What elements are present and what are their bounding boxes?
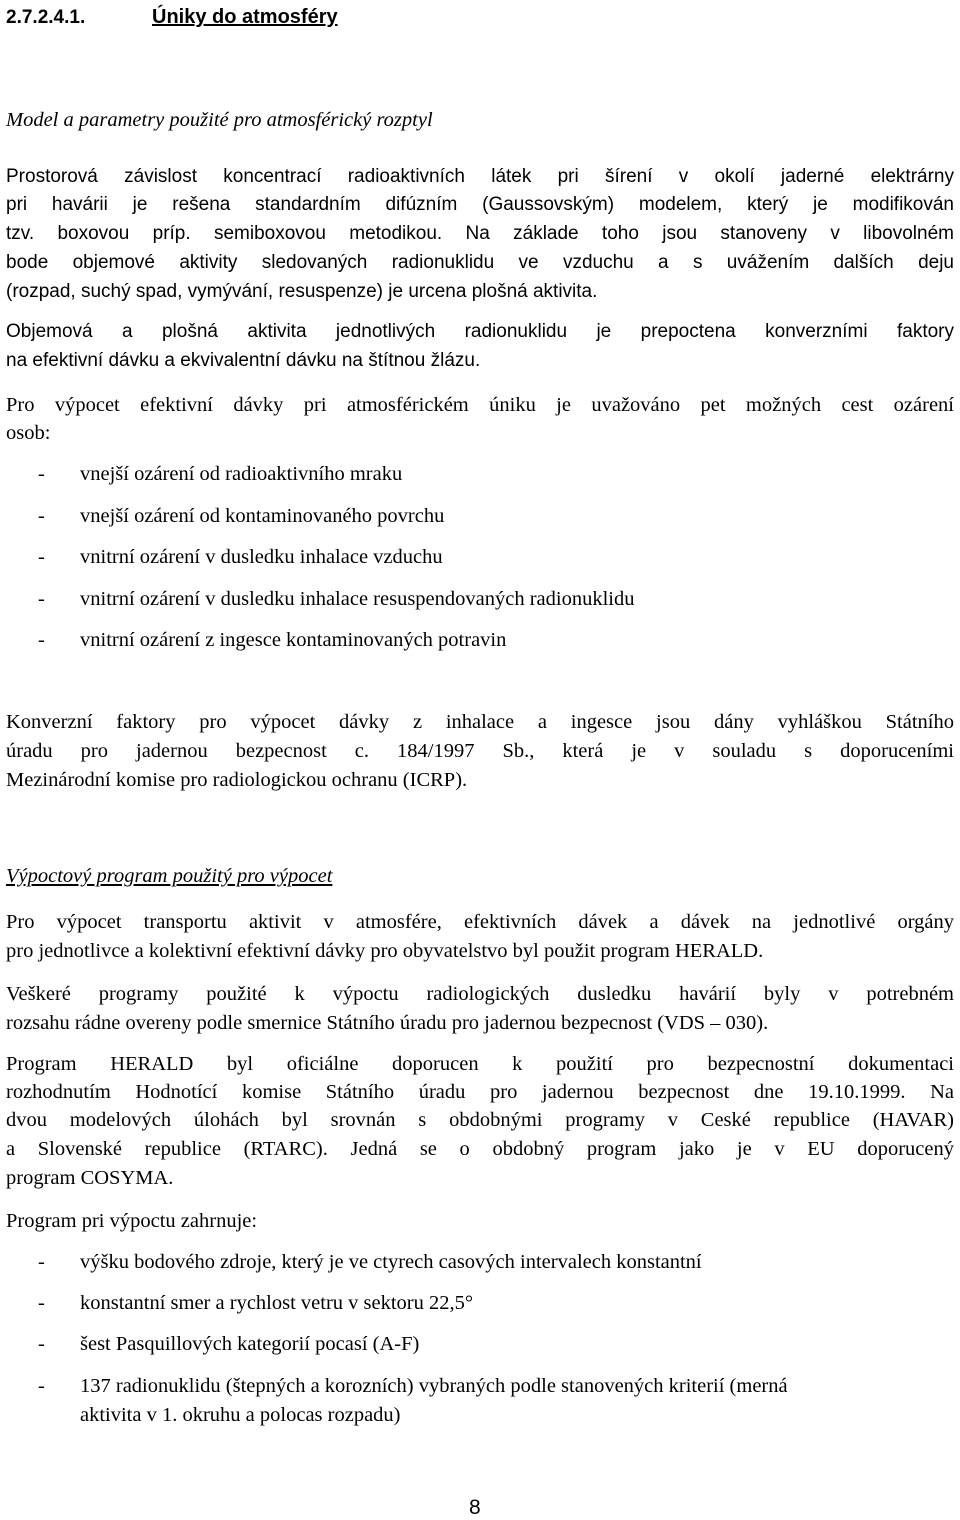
section-number: 2.7.2.4.1. bbox=[6, 7, 86, 28]
para5-line2: pro jednotlivce a kolektivní efektivní dávky pro obyvatelstvo byl použit program HERALD. bbox=[6, 940, 764, 962]
list-item-text: vnitrní ozárení z ingesce kontaminovaných potravin bbox=[80, 629, 507, 651]
para4-line2: úradu pro jadernou bezpecnost c. 184/1997 Sb., která je v souladu s doporuceními bbox=[6, 740, 954, 762]
section-title: Úniky do atmosféry bbox=[152, 6, 338, 28]
list-dash: - bbox=[38, 505, 45, 527]
para1-line4: bode objemové aktivity sledovaných radionuklidu ve vzduchu a s uvážením dalších deju bbox=[6, 252, 954, 273]
para7-line4: a Slovenské republice (RTARC). Jedná se o obdobný program jako je v EU doporucený bbox=[6, 1138, 954, 1160]
list-dash: - bbox=[38, 1251, 45, 1273]
list-dash: - bbox=[38, 588, 45, 610]
section-heading bbox=[6, 5, 338, 30]
para7-line5: program COSYMA. bbox=[6, 1167, 174, 1189]
list-dash: - bbox=[38, 1333, 45, 1355]
list-item-text: vnitrní ozárení v dusledku inhalace resuspendovaných radionuklidu bbox=[80, 588, 635, 610]
list-item-text: vnejší ozárení od kontaminovaného povrchu bbox=[80, 505, 445, 527]
para7-line3: dvou modelových úlohách byl srovnán s obdobnými programy v Ceské republice (HAVAR) bbox=[6, 1109, 954, 1131]
para1-line3a: tzv. boxovou príp. semiboxovou metodikou. bbox=[6, 223, 443, 244]
para1-line5: (rozpad, suchý spad, vymývání, resuspenze) je urcena plošná aktivita. bbox=[6, 281, 598, 302]
list-item-text: konstantní smer a rychlost vetru v sektoru 22,5° bbox=[80, 1292, 474, 1314]
para3-line1: Pro výpocet efektivní dávky pri atmosférickém úniku je uvažováno pet možných cest ozárení bbox=[6, 394, 954, 416]
list-item-text: vnitrní ozárení v dusledku inhalace vzduchu bbox=[80, 546, 443, 568]
list-dash: - bbox=[38, 1375, 45, 1397]
para1-line2: pri havárii je rešena standardním difúzním (Gaussovským) modelem, který je modifikován bbox=[6, 194, 954, 215]
para3-line2: osob: bbox=[6, 422, 51, 444]
list-item-text: šest Pasquillových kategorií pocasí (A-F) bbox=[80, 1333, 420, 1355]
subheading-program: Výpoctový program použitý pro výpocet bbox=[6, 865, 333, 887]
para7-line2: rozhodnutím Hodnotící komise Státního úradu pro jadernou bezpecnost dne 19.10.1999. Na bbox=[6, 1081, 954, 1103]
para2-line2: na efektivní dávku a ekvivalentní dávku na štítnou žlázu. bbox=[6, 350, 481, 371]
list-dash: - bbox=[38, 629, 45, 651]
para5-line1: Pro výpocet transportu aktivit v atmosfére, efektivních dávek a dávek na jednotlivé orgány bbox=[6, 911, 954, 933]
list-dash: - bbox=[38, 1292, 45, 1314]
para6-line1: Veškeré programy použité k výpoctu radiologických dusledku havárií byly v potrebném bbox=[6, 983, 954, 1005]
page-number: 8 bbox=[469, 1496, 481, 1519]
list-dash: - bbox=[38, 463, 45, 485]
para1-line1: Prostorová závislost koncentrací radioaktivních látek pri šírení v okolí jaderné elektrárny bbox=[6, 166, 954, 187]
list-item-text: aktivita v 1. okruhu a polocas rozpadu) bbox=[80, 1404, 401, 1426]
list-item-text: výšku bodového zdroje, který je ve ctyrech casových intervalech konstantní bbox=[80, 1251, 702, 1273]
subheading-model: Model a parametry použité pro atmosférický rozptyl bbox=[6, 109, 433, 131]
list-dash: - bbox=[38, 546, 45, 568]
para6-line2: rozsahu rádne overeny podle smernice Státního úradu pro jadernou bezpecnost (VDS – 030). bbox=[6, 1012, 769, 1034]
para1-line3 bbox=[6, 222, 954, 246]
para2-line1: Objemová a plošná aktivita jednotlivých radionuklidu je prepoctena konverzními faktory bbox=[6, 321, 954, 342]
list-item-text: 137 radionuklidu (štepných a korozních) vybraných podle stanovených kriterií (merná bbox=[80, 1375, 788, 1397]
para4-line3: Mezinárodní komise pro radiologickou ochranu (ICRP). bbox=[6, 769, 468, 791]
para4-line1: Konverzní faktory pro výpocet dávky z inhalace a ingesce jsou dány vyhláškou Státního bbox=[6, 711, 954, 733]
list-item-text: vnejší ozárení od radioaktivního mraku bbox=[80, 463, 403, 485]
para7-line1: Program HERALD byl oficiálne doporucen k použití pro bezpecnostní dokumentaci bbox=[6, 1053, 954, 1075]
para1-line3b: Na základe toho jsou stanoveny v libovolném bbox=[465, 223, 954, 244]
para8-line1: Program pri výpoctu zahrnuje: bbox=[6, 1210, 258, 1232]
